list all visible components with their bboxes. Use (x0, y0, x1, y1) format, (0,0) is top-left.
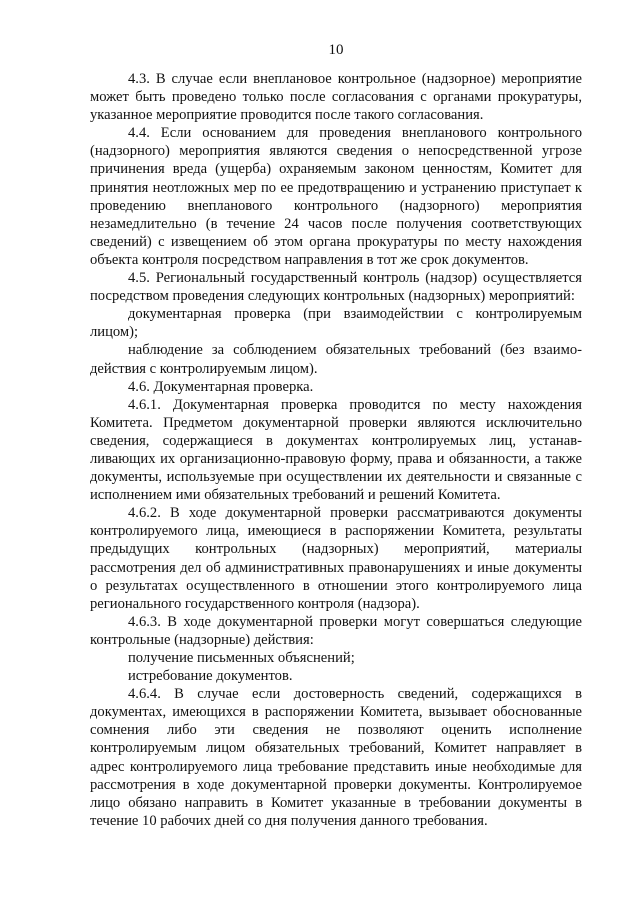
paragraph-4-4: 4.4. Если основанием для проведения внепланового контрольного (надзорного) мероприятия являются сведения о непосредственной угрозе причинения вреда (ущерба) охраняемым законом ценностям, Комитет для принятия неотложных мер по ее предотвращению и устранению приступает к проведению внепланового контрольного (надзорного) мероприятия незамедлительно (в течение 24 часов после получения соответствующих сведений) с извещением об этом органа прокуратуры по месту нахождения объекта контроля посредством направления в тот же срок документов. (90, 125, 582, 268)
paragraph-4-6-2: 4.6.2. В ходе документарной проверки рассматриваются документы контролируемого лица, имеющиеся в распоряжении Комитета, результаты предыдущих контрольных (надзорных) мероприятий, материалы рассмотрения дел об административных правонарушениях и иные документы о результатах осуществленного в отношении этого контролируемого лица регионального государственного контроля (надзора). (90, 505, 582, 612)
paragraph-4-6: 4.6. Документарная проверка. (128, 378, 314, 395)
paragraph-4-3: 4.3. В случае если внеплановое контрольное (надзорное) мероприятие может быть проведено только после согласования с органами прокуратуры, указанное мероприятие проводится после такого согласования. (90, 71, 582, 124)
paragraph-4-6-1: 4.6.1. Документарная проверка проводится по месту нахождения Комитета. Предметом документарной проверки являются исключительно сведения, содержащиеся в документах контролируемых лиц, устанавливающих их организационно-правовую форму, права и обязанности, а также документы, используемые при осуществлении их деятельности и связанные с исполнением ими обязательных требований и решений Комитета. (90, 396, 582, 504)
list-item-documentary-check: документарная проверка (при взаимодействии с контролируемым лицом); (90, 306, 582, 341)
paragraph-4-6-3: 4.6.3. В ходе документарной проверки могут совершаться следующие контрольные (надзорные) действия: (90, 613, 582, 648)
paragraph-4-6-4: 4.6.4. В случае если достоверность сведений, содержащихся в документах, имеющихся в распоряжении Комитета, вызывает обоснованные сомнения либо эти сведения не позволяют оценить исполнение контролируемым лицом обязательных требований, Комитет направляет в адрес контролируемого лица требование представить иные необходимые для рассмотрения в ходе документарной проверки документы. Контролируемое лицо обязано направить в Комитет указанные в требовании документы в течение 10 рабочих дней со дня получения данного требования. (90, 686, 582, 829)
list-item-observation: наблюдение за соблюдением обязательных требований (без взаимодействия с контролируемым лицом). (90, 342, 582, 377)
page-number: 10 (328, 42, 344, 58)
document-body (90, 70, 582, 830)
paragraph-4-5: 4.5. Региональный государственный контроль (надзор) осуществляется посредством проведения следующих контрольных (надзорных) мероприятий: (90, 270, 582, 305)
list-item-document-request: истребование документов. (128, 668, 293, 685)
list-item-written-explanations: получение письменных объяснений; (128, 650, 355, 666)
